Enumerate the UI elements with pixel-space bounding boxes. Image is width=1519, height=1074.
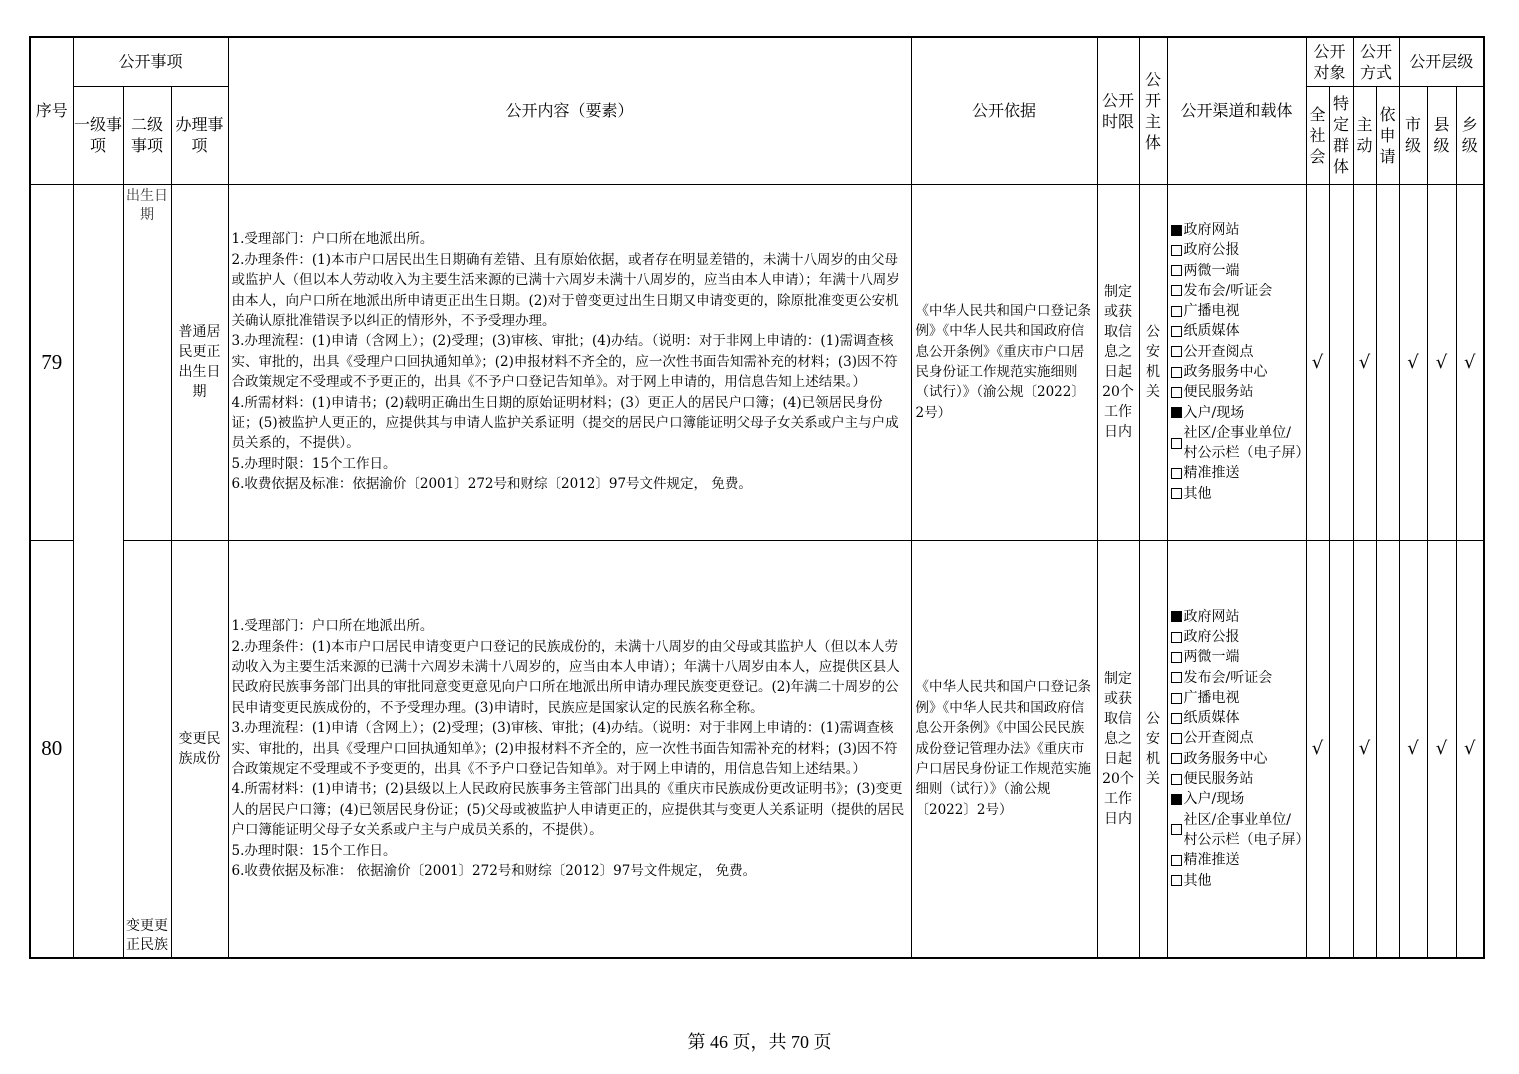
table-row [30,184,1484,540]
header-obj-specific: 特定群体 [1329,86,1353,184]
lvl-town-check: √ [1456,540,1484,958]
method-apply-check [1376,540,1399,958]
time-limit-cell: 制定或获取信息之日起20个工作日内 [1097,540,1139,958]
channel-label: 广播电视 [1183,689,1240,706]
channel-label: 入户/现场 [1183,404,1245,421]
header-level-group: 公开层级 [1399,37,1484,86]
content-line: 6.收费依据及标准：依据渝价〔2001〕272号和财综〔2012〕97号文件规定， 免费。 [231,476,752,493]
checked-box-icon [1171,794,1182,805]
channel-item [1171,261,1303,281]
unchecked-box-icon [1171,387,1182,398]
channel-label: 广播电视 [1183,303,1240,320]
channel-item [1171,484,1303,504]
channel-label: 两微一端 [1183,262,1240,279]
row-number: 80 [30,540,73,958]
channel-label: 发布会/听证会 [1183,282,1273,299]
unchecked-box-icon [1171,652,1182,663]
channels-cell [1167,540,1310,958]
content-line: 6.收费依据及标准： 依据渝价〔2001〕272号和财综〔2012〕97号文件规定， 免费。 [231,862,757,879]
channel-item [1171,220,1303,240]
unchecked-box-icon [1171,855,1182,866]
page-footer: 第 46 页，共 70 页 [687,1032,832,1052]
lvl-town-check: √ [1456,184,1484,540]
channel-item [1171,301,1303,321]
content-cell [228,184,911,540]
header-object-group: 公开对象 [1306,37,1353,86]
content-line: 3.办理流程：(1)申请（含网上）；(2)受理；(3)审核、审批；(4)办结。（说明：对于非网上申请的：(1)需调查核实、审批的，出具《受理户口回执通知单》；(2)申报材料不齐全的，应一次性书面告知需补充的材料；(3)因不符合政策规定不受理或不予更正的，出具《不予户口登记告知单》。对于网上申请的，用信息告知上述结果。） [231,333,898,391]
channel-label: 便民服务站 [1183,771,1254,788]
header-level1: 一级事项 [73,86,123,184]
channel-label: 政务服务中心 [1183,750,1268,767]
unchecked-box-icon [1171,672,1182,683]
channel-item [1171,850,1303,870]
content-line: 2.办理条件：(1)本市户口居民申请变更户口登记的民族成份的，未满十八周岁的由父母或其监护人（但以本人劳动收入为主要生活来源的已满十六周岁未满十八周岁的，应当由本人申请）；年满十八周岁由本人，应提供区县人民政府民族事务部门出具的审批同意变更意见向户口所在地派出所申请办理民族变更登记。(2)年满二十周岁的公民申请变更民族成份的，不予受理办理。(3)申请时，民族应是国家认定的民族名称全称。 [231,638,900,716]
channel-item [1171,810,1310,851]
unchecked-box-icon [1171,245,1182,256]
channel-label: 入户/现场 [1183,791,1245,808]
content-line: 5.办理时限：15个工作日。 [231,842,397,859]
checked-box-icon [1171,611,1182,622]
channel-label: 政府网站 [1183,608,1240,625]
channel-item [1171,647,1303,667]
level1-cell [73,184,123,958]
content-line: 4.所需材料：(1)申请书；(2)县级以上人民政府民族事务主管部门出具的《重庆市民族成份更改证明书》；(3)变更人的居民户口簿；(4)已领居民身份证；(5)父母或被监护人申请更正的，应提供其与变更人关系证明（提供的居民户口簿能证明父母子女关系或户主与户成员关系的，不提供）。 [231,781,905,839]
obj-specific-check [1329,540,1353,958]
channel-label: 其他 [1183,872,1212,889]
channel-item [1171,321,1303,341]
channel-label: 纸质媒体 [1183,323,1240,340]
channel-item [1171,668,1303,688]
channel-label: 社区/企事业单位/村公示栏（电子屏） [1183,424,1310,462]
channel-item [1171,281,1303,301]
channel-label: 公开查阅点 [1183,343,1254,360]
header-handle: 办理事项 [171,86,228,184]
channel-item [1171,871,1303,891]
unchecked-box-icon [1171,367,1182,378]
level2-cell: 出生日期 [123,184,171,540]
unchecked-box-icon [1171,713,1182,724]
header-lvl-county: 县级 [1427,86,1456,184]
content-line: 4.所需材料：(1)申请书；(2)载明正确出生日期的原始证明材料；(3）更正人的居民户口簿；(4)已领居民身份证；(5)被监护人更正的，应提供其与申请人监护关系证明（提交的居民户口簿能证明父母子女关系或户主与户成员关系的，不提供）。 [231,394,899,452]
unchecked-box-icon [1171,488,1182,499]
unchecked-box-icon [1171,326,1182,337]
checked-box-icon [1171,407,1182,418]
method-apply-check [1376,184,1399,540]
content-line: 1.受理部门：户口所在地派出所。 [231,618,434,635]
channel-item [1171,769,1303,789]
header-level2: 二级事项 [123,86,171,184]
subject-cell: 公安机关 [1139,540,1167,958]
table-row [30,540,1484,958]
content-cell [228,540,911,958]
row-number: 79 [30,184,73,540]
unchecked-box-icon [1171,346,1182,357]
method-active-check: √ [1353,184,1376,540]
obj-all-check: √ [1306,184,1329,540]
level2-cell: 变更更正民族 [123,540,171,958]
channel-label: 精准推送 [1183,852,1240,869]
content-line: 3.办理流程：(1)申请（含网上）；(2)受理；(3)审核、审批；(4)办结。（说明：对于非网上申请的：(1)需调查核实、审批的，出具《受理户口回执通知单》；(2)申报材料不齐全的，应一次性书面告知需补充的材料；(3)因不符合政策规定不受理或不予变更的，出具《不予户口登记告知单》。对于网上申请的，用信息告知上述结果。） [231,720,898,777]
channel-item [1171,240,1303,260]
header-content: 公开内容（要素） [228,37,911,184]
subject-cell: 公安机关 [1139,184,1167,540]
unchecked-box-icon [1171,774,1182,785]
content-line: 5.办理时限：15个工作日。 [231,455,397,472]
lvl-city-check: √ [1399,184,1427,540]
channel-item [1171,688,1303,708]
unchecked-box-icon [1171,306,1182,317]
header-subject: 公开主体 [1139,37,1167,184]
checked-box-icon [1171,225,1182,236]
basis-cell: 《中华人民共和国户口登记条例》《中华人民共和国政府信息公开条例》《重庆市户口居民身份证工作规范实施细则（试行）》（渝公规〔2022〕2号） [911,184,1097,540]
unchecked-box-icon [1171,632,1182,643]
channel-item [1171,403,1303,423]
channel-item [1171,728,1303,748]
method-active-check: √ [1353,540,1376,958]
channel-item [1171,382,1303,402]
header-lvl-town: 乡级 [1456,86,1484,184]
channel-label: 政务服务中心 [1183,364,1268,380]
unchecked-box-icon [1171,265,1182,276]
content-line: 2.办理条件：(1)本市户口居民出生日期确有差错、且有原始依据，或者存在明显差错的，未满十八周岁的由父母或监护人（但以本人劳动收入为主要生活来源的已满十六周岁未满十八周岁的，应当由本人申请）；年满十八周岁由本人，向户口所在地派出所申请更正出生日期。(2)对于曾变更过出生日期又申请变更的，除原批准变更公安机关确认原批准错误予以纠正的情形外，不予受理办理。 [231,251,900,329]
channel-label: 精准推送 [1183,465,1240,482]
channel-item [1171,789,1303,809]
channel-label: 公开查阅点 [1183,730,1254,747]
unchecked-box-icon [1171,285,1182,296]
channel-item [1171,362,1303,382]
channel-item [1171,627,1303,647]
channel-label: 政府网站 [1183,221,1240,238]
lvl-city-check: √ [1399,540,1427,958]
channel-item [1171,463,1303,483]
obj-specific-check [1329,184,1353,540]
header-time-limit: 公开时限 [1097,37,1139,184]
lvl-county-check: √ [1427,540,1456,958]
channel-label: 纸质媒体 [1183,710,1240,727]
handle-cell: 普通居民更正出生日期 [171,184,228,540]
header-basis: 公开依据 [911,37,1097,184]
unchecked-box-icon [1171,733,1182,744]
unchecked-box-icon [1171,438,1182,449]
channel-item [1171,749,1303,769]
disclosure-table [29,36,1485,959]
channel-label: 社区/企事业单位/村公示栏（电子屏） [1183,811,1310,848]
channels-cell [1167,184,1310,540]
header-method-group: 公开方式 [1353,37,1399,86]
unchecked-box-icon [1171,875,1182,886]
handle-cell: 变更民族成份 [171,540,228,958]
channel-label: 政府公报 [1183,628,1240,645]
channel-item [1171,607,1303,627]
header-channels: 公开渠道和载体 [1167,37,1306,184]
basis-cell: 《中华人民共和国户口登记条例》《中华人民共和国政府信息公开条例》《中国公民民族成份登记管理办法》《重庆市户口居民身份证工作规范实施细则（试行）》（渝公规〔2022〕2号） [911,540,1097,958]
header-lvl-city: 市级 [1399,86,1427,184]
obj-all-check: √ [1306,540,1329,958]
header-matter-group: 公开事项 [73,37,228,86]
header-seq: 序号 [30,37,73,184]
channel-label: 政府公报 [1183,242,1240,259]
header-method-apply: 依申请 [1376,86,1399,184]
header-method-active: 主动 [1353,86,1376,184]
channel-item [1171,708,1303,728]
content-line: 1.受理部门：户口所在地派出所。 [231,231,434,248]
channel-label: 其他 [1183,485,1212,502]
unchecked-box-icon [1171,468,1182,479]
unchecked-box-icon [1171,824,1182,835]
channel-item [1171,342,1303,362]
time-limit-cell: 制定或获取信息之日起20个工作日内 [1097,184,1139,540]
channel-label: 便民服务站 [1183,384,1254,401]
channel-label: 发布会/听证会 [1183,669,1273,686]
lvl-county-check: √ [1427,184,1456,540]
channel-label: 两微一端 [1183,649,1240,666]
channel-item [1171,423,1310,464]
header-obj-all: 全社会 [1306,86,1329,184]
unchecked-box-icon [1171,753,1182,764]
unchecked-box-icon [1171,693,1182,704]
